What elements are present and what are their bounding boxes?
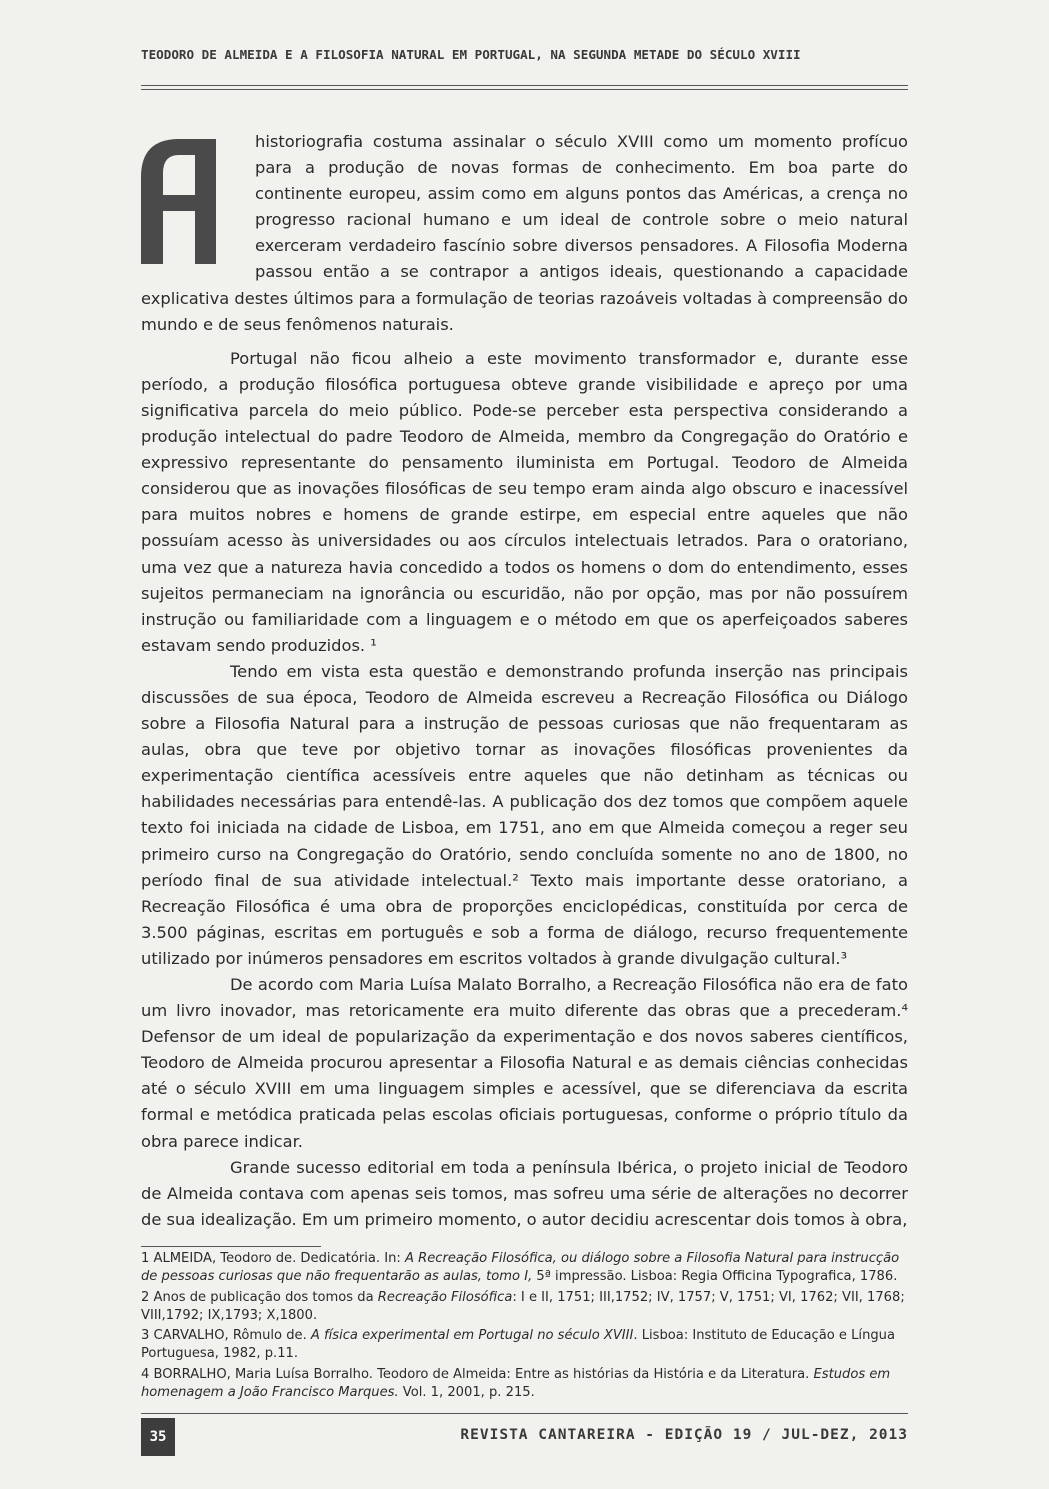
- header-rule-top: [141, 85, 908, 86]
- header-rule-bottom: [141, 89, 908, 90]
- footer-rule: [141, 1413, 908, 1414]
- drop-cap-shape: [141, 139, 216, 264]
- footnote-4: 4 BORRALHO, Maria Luísa Borralho. Teodoro de Almeida: Entre as histórias da História e da Literatura. Estudos em homenagem a João Francisco Marques. Vol. 1, 2001, p. 215.: [141, 1366, 891, 1401]
- paragraph-3: Tendo em vista esta questão e demonstrando profunda inserção nas principais discussões de sua época, Teodoro de Almeida escreveu a Recreação Filosófica ou Diálogo sobre a Filosofia Natural para a instrução de pessoas curiosas que não frequentaram as aulas, obra que teve por objetivo tornar as inovações filosóficas provenientes da experimentação científica acessíveis entre aqueles que não detinham as técnicas ou habilidades necessárias para entendê-las. A publicação dos dez tomos que compõem aquele texto foi iniciada na cidade de Lisboa, em 1751, ano em que Almeida começou a reger seu primeiro curso na Congregação do Oratório, sendo concluída somente no ano de 1800, no período final de sua atividade intelectual.² Texto mais importante desse oratoriano, a Recreação Filosófica é uma obra de proporções enciclopédicas, constituída por cerca de 3.500 páginas, escritas em português e sob a forma de diálogo, recurso frequentemente utilizado por inúmeros pensadores em escritos voltados à grande divulgação cultural.³: [141, 661, 908, 968]
- footnotes: [141, 1250, 908, 1404]
- footnote-1: 1 ALMEIDA, Teodoro de. Dedicatória. In: A Recreação Filosófica, ou diálogo sobre a Filosofia Natural para instrucção de pessoas curiosas que não frequentarão as aulas, tomo I, 5ª impressão. Lisboa: Regia Officina Typografica, 1786.: [141, 1251, 900, 1285]
- paragraph-1: historiografia costuma assinalar o século XVIII como um momento profícuo para a produção de novas formas de conhecimento. Em boa parte do continente europeu, assim como em alguns pontos das Américas, a crença no progresso racional humano e um ideal de controle sobre o meio natural exerceram verdadeiro fascínio sobre diversos pensadores. A Filosofia Moderna passou então a se contrapor a antigos ideais, questionando a capacidade explicativa destes últimos para a formulação de teorias razoáveis voltadas à compreensão do mundo e de seus fenômenos naturais.: [141, 132, 908, 334]
- paragraph-2: Portugal não ficou alheio a este movimento transformador e, durante esse período, a produção filosófica portuguesa obteve grande visibilidade e apreço por uma significativa parcela do meio público. Pode-se perceber esta perspectiva considerando a produção intelectual do padre Teodoro de Almeida, membro da Congregação do Oratório e expressivo representante do pensamento iluminista em Portugal. Teodoro de Almeida considerou que as inovações filosóficas de seu tempo eram ainda algo obscuro e inacessível para muitos nobres e homens de grande estirpe, em especial entre aqueles que não possuíam acesso às universidades ou aos círculos intelectuais letrados. Para o oratoriano, uma vez que a natureza havia concedido a todos os homens o dom do entendimento, esses sujeitos permaneciam na ignorância ou escuridão, não por opção, mas por não possuírem instrução ou familiaridade com a linguagem e o método em que os aperfeiçoados saberes estavam sendo produzidos. ¹: [141, 348, 908, 655]
- footnote-2: 2 Anos de publicação dos tomos da Recreação Filosófica: I e II, 1751; III,1752; IV, 1757; V, 1751; VI, 1762; VII, 1768; VIII,1792; IX,1793; X,1800.: [141, 1289, 905, 1323]
- article-body: [141, 129, 908, 1233]
- publication-footer: REVISTA CANTAREIRA - EDIÇÃO 19 / JUL-DEZ, 2013: [460, 1427, 908, 1443]
- page-number-badge: 35: [141, 1418, 175, 1456]
- paragraph-4: De acordo com Maria Luísa Malato Borralho, a Recreação Filosófica não era de fato um livro inovador, mas retoricamente era muito diferente das obras que a precederam.⁴ Defensor de um ideal de popularização da experimentação e dos novos saberes científicos, Teodoro de Almeida procurou apresentar a Filosofia Natural e as demais ciências conhecidas até o século XVIII em uma linguagem simples e acessível, que se diferenciava da escrita formal e metódica praticada pelas escolas oficiais portuguesas, conforme o próprio título da obra parece indicar.: [141, 975, 908, 1151]
- paragraph-5: Grande sucesso editorial em toda a península Ibérica, o projeto inicial de Teodoro de Almeida contava com apenas seis tomos, mas sofreu uma série de alterações no decorrer de sua idealização. Em um primeiro momento, o autor decidiu acrescentar dois tomos à obra,: [141, 1157, 908, 1229]
- running-title: TEODORO DE ALMEIDA E A FILOSOFIA NATURAL EM PORTUGAL, NA SEGUNDA METADE DO SÉCULO XVIII: [141, 47, 801, 62]
- drop-cap: [141, 139, 241, 264]
- footnote-separator: [141, 1246, 321, 1247]
- footnote-3: 3 CARVALHO, Rômulo de. A física experimental em Portugal no século XVIII. Lisboa: Instituto de Educação e Língua Portuguesa, 1982, p.11.: [141, 1328, 895, 1362]
- journal-page: [141, 0, 908, 1489]
